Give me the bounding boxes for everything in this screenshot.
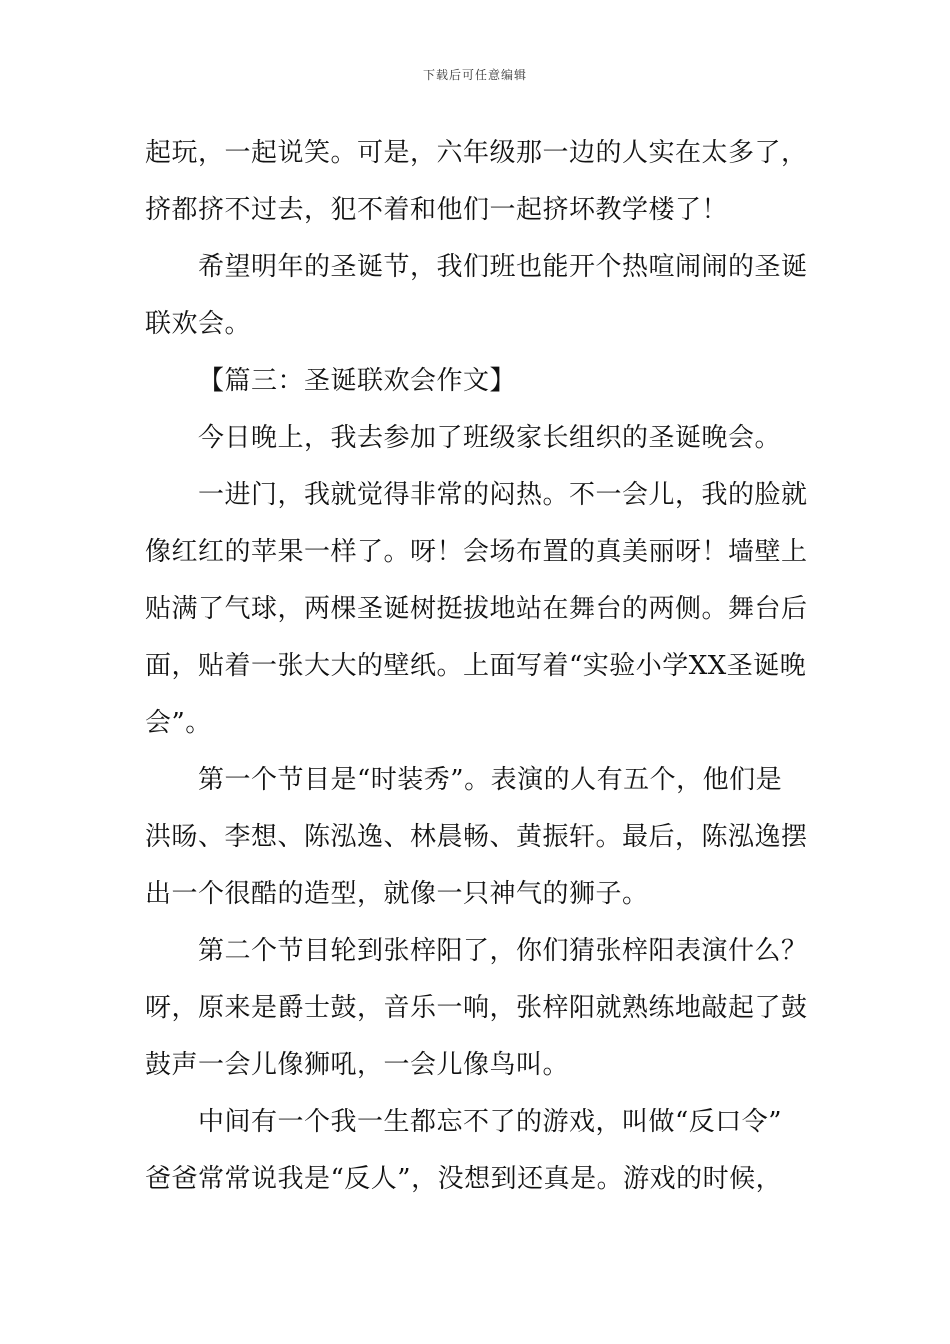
text-line: 联欢会。 (145, 309, 252, 339)
paragraph-first-line: 一进门，我就觉得非常的闷热。不一会儿，我的脸就 (198, 480, 808, 510)
text-line: 呀，原来是爵士鼓，音乐一响，张梓阳就熟练地敲起了鼓 (145, 993, 808, 1023)
paragraph-first-line: 中间有一个我一生都忘不了的游戏，叫做“反口令” (198, 1107, 783, 1137)
text-line: 贴满了气球，两棵圣诞树挺拔地站在舞台的两侧。舞台后 (145, 594, 808, 624)
text-line: 面，贴着一张大大的壁纸。上面写着“实验小学XX圣诞晚 (145, 651, 807, 681)
page-header: 下载后可任意编辑 (422, 68, 527, 82)
text-line: 出一个很酷的造型，就像一只神气的狮子。 (145, 879, 649, 909)
text-line: 爸爸常常说我是“反人”，没想到还真是。游戏的时候， (145, 1164, 783, 1194)
section-heading: 【篇三：圣诞联欢会作文】 (198, 366, 517, 396)
text-line: 鼓声一会儿像狮吼，一会儿像鸟叫。 (145, 1050, 570, 1080)
paragraph-first-line: 今日晚上，我去参加了班级家长组织的圣诞晚会。 (198, 423, 782, 453)
text-line: 洪旸、李想、陈泓逸、林晨畅、黄振轩。最后，陈泓逸摆 (145, 822, 808, 852)
paragraph-first-line: 希望明年的圣诞节，我们班也能开个热喧闹闹的圣诞 (198, 252, 808, 282)
paragraph-first-line: 第二个节目轮到张梓阳了，你们猜张梓阳表演什么？ (198, 936, 808, 966)
text-line: 会”。 (145, 708, 212, 738)
text-line: 起玩，一起说笑。可是，六年级那一边的人实在太多了， (145, 138, 808, 168)
text-line: 像红红的苹果一样了。呀！会场布置的真美丽呀！墙壁上 (145, 537, 808, 567)
paragraph-first-line: 第一个节目是“时装秀”。表演的人有五个，他们是 (198, 765, 783, 795)
text-line: 挤都挤不过去，犯不着和他们一起挤坏教学楼了！ (145, 195, 729, 225)
